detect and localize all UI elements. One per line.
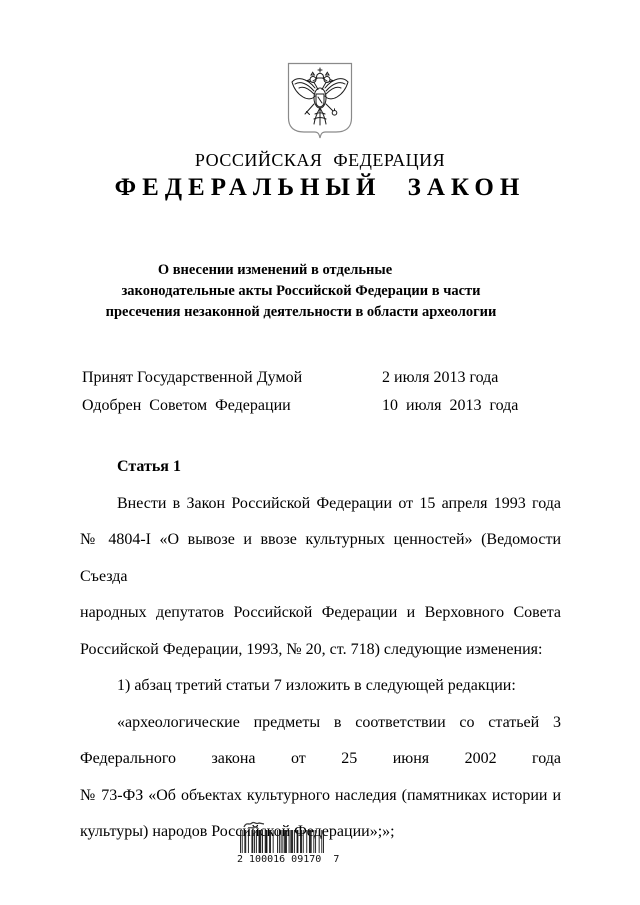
adopted-by-duma-row <box>82 369 580 397</box>
coat-of-arms <box>287 62 353 139</box>
adopted-by-duma-date: 2 июля 2013 года <box>382 369 499 386</box>
ink-mark-icon <box>243 819 267 830</box>
adoption-block <box>82 369 580 425</box>
approved-by-council-label: Одобрен Советом Федерации <box>82 397 291 414</box>
law-text-line: № 4804-I «О вывозе и ввозе культурных ценностей» (Ведомости Съезда <box>80 531 561 585</box>
law-title-line: пресечения незаконной деятельности в области археологии <box>105 304 497 320</box>
law-title-line: О внесении изменений в отдельные <box>157 262 393 278</box>
law-text-line: культуры) народов Российской Федерации»;»; <box>80 823 395 840</box>
law-text-line: Федерального закона от 25 июня 2002 года <box>80 750 561 767</box>
barcode <box>237 819 340 865</box>
approved-by-council-row <box>82 397 580 425</box>
law-title-line: законодательные акты Российской Федерации в части <box>121 283 481 299</box>
law-body <box>80 449 561 851</box>
approved-by-council-date: 10 июля 2013 года <box>382 397 519 414</box>
country-name: РОССИЙСКАЯ ФЕДЕРАЦИЯ <box>194 150 446 170</box>
adopted-by-duma-label: Принят Государственной Думой <box>82 369 303 386</box>
law-text-line: народных депутатов Российской Федерации и Верховного Совета <box>80 604 561 621</box>
russian-eagle-icon <box>287 62 353 139</box>
law-text-line: «археологические предметы в соответствии со статьей 3 <box>117 713 561 731</box>
article-heading: Статья 1 <box>117 458 181 475</box>
double-headed-eagle <box>292 68 348 125</box>
document-type-heading: ФЕДЕРАЛЬНЫЙ ЗАКОН <box>114 174 526 201</box>
law-text-line: Российской Федерации, 1993, № 20, ст. 718) следующие изменения: <box>80 640 543 658</box>
law-title <box>60 260 542 323</box>
law-text-line: № 73-ФЗ «Об объектах культурного наследия (памятниках истории и <box>80 786 561 804</box>
barcode-digits: 2 100016 09170 7 <box>237 854 340 865</box>
barcode-bars <box>240 830 324 853</box>
law-text-line: 1) абзац третий статьи 7 изложить в следующей редакции: <box>117 677 516 694</box>
law-text-line: Внести в Закон Российской Федерации от 15 апреля 1993 года <box>117 494 561 512</box>
